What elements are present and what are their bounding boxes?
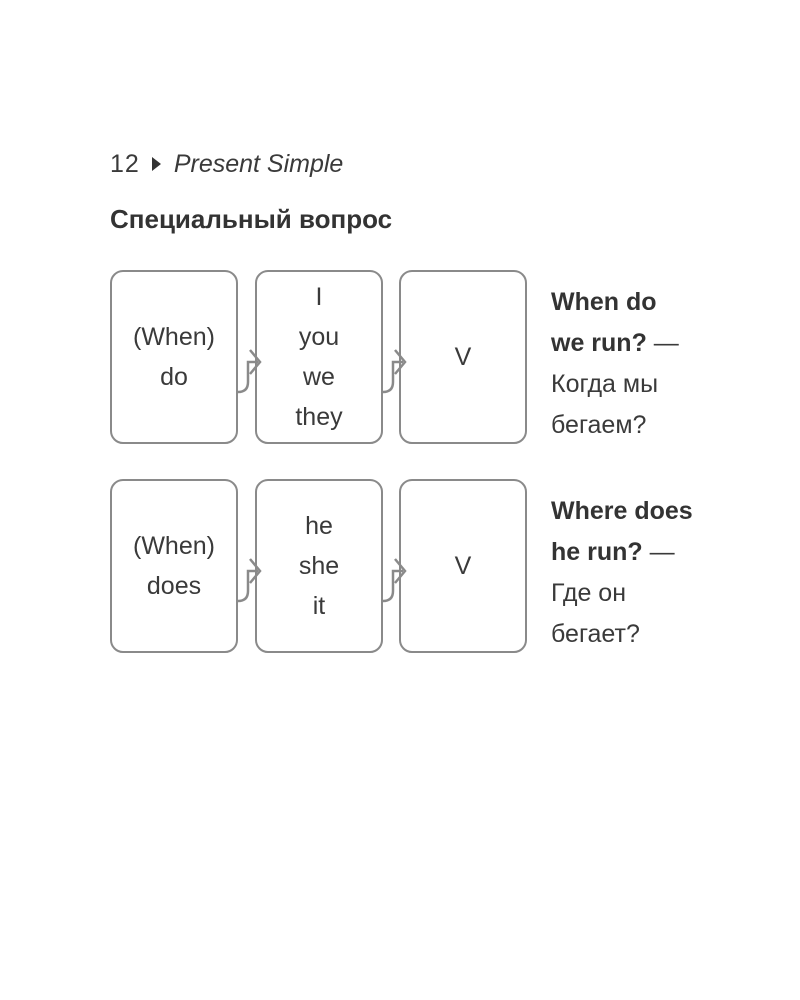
dash: — [649, 538, 675, 566]
example-en: Where does [551, 497, 693, 525]
example-en-line [551, 323, 679, 364]
box-line: (When) [133, 323, 215, 351]
example-ru: Где он [551, 579, 627, 607]
example-text [551, 282, 679, 446]
example-en: he run? [551, 538, 643, 566]
example-ru: Когда мы [551, 370, 659, 398]
page-number: 12 [110, 149, 140, 178]
triangle-marker-icon [152, 157, 161, 171]
box-line: you [298, 323, 340, 351]
verb-box [399, 270, 527, 444]
box-line: I [315, 283, 323, 311]
dash: — [653, 329, 679, 357]
page-header [110, 146, 343, 182]
question-row [110, 270, 710, 448]
box-line: (When) [133, 532, 215, 560]
box-line: she [298, 552, 340, 580]
example-en: we run? [551, 329, 647, 357]
example-text [551, 491, 693, 655]
box-line: they [295, 403, 343, 431]
subtitle: Специальный вопрос [110, 204, 393, 234]
example-en-line [551, 532, 693, 573]
box-line: V [454, 343, 472, 371]
section-title: Present Simple [173, 149, 344, 178]
verb-box [399, 479, 527, 653]
subject-box [255, 479, 383, 653]
box-line: it [312, 592, 326, 620]
box-line: he [305, 512, 333, 540]
subject-box [255, 270, 383, 444]
example-ru: бегаем? [551, 411, 647, 439]
question-word-box [110, 479, 238, 653]
box-line: V [454, 552, 472, 580]
box-line: do [160, 363, 188, 391]
example-ru: бегает? [551, 620, 640, 648]
box-line: we [303, 363, 335, 391]
box-line: does [146, 572, 202, 600]
question-row [110, 479, 710, 657]
question-word-box [110, 270, 238, 444]
example-en: When do [551, 288, 657, 316]
